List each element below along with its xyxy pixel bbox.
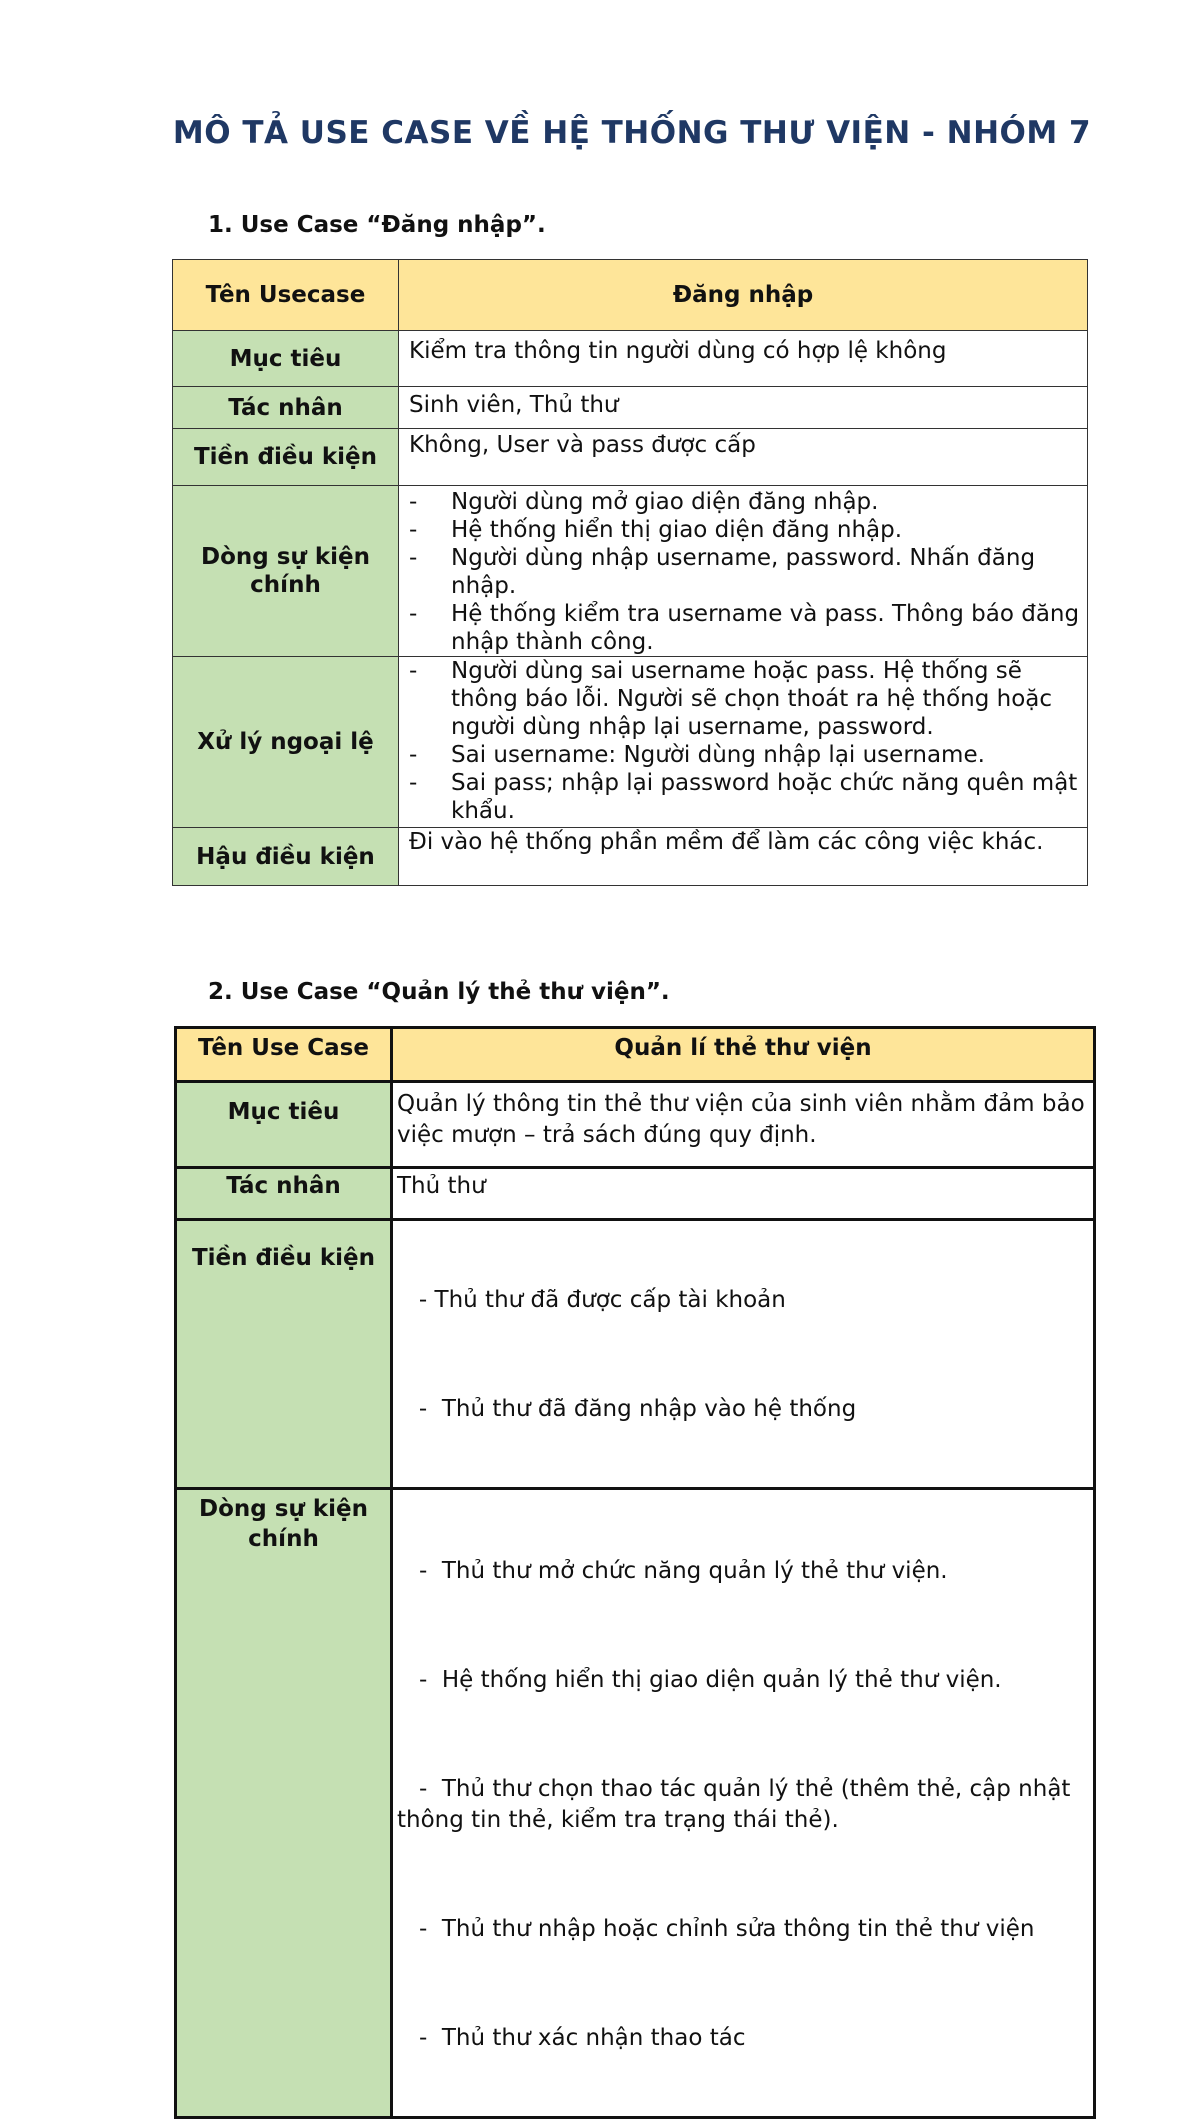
header-value-cell: Đăng nhập: [399, 260, 1088, 331]
login-usecase-table: [172, 259, 1088, 886]
row-label: Tác nhân: [173, 387, 399, 429]
table-row: [173, 387, 1088, 429]
list-item: - Thủ thư nhập hoặc chỉnh sửa thông tin thẻ thư viện: [397, 1916, 1035, 1942]
table-row: [173, 331, 1088, 387]
table-row: [176, 1489, 1095, 2118]
table-header-row: [173, 260, 1088, 331]
list-item: - Thủ thư đã đăng nhập vào hệ thống: [397, 1396, 857, 1422]
table-row: [176, 1082, 1095, 1168]
list-item: - Sai pass; nhập lại password hoặc chức năng quên mật khẩu.: [409, 769, 1081, 825]
library-card-usecase-table: [174, 1026, 1096, 2119]
main-flow-list: [409, 488, 1081, 656]
header-label-cell: Tên Use Case: [176, 1028, 392, 1082]
row-label: Tác nhân: [176, 1168, 392, 1220]
row-label: Mục tiêu: [176, 1082, 392, 1168]
list-item: - Người dùng sai username hoặc pass. Hệ thống sẽ thông báo lỗi. Người sẽ chọn thoát ra hệ thống hoặc người dùng nhập lại username, password.: [409, 657, 1081, 741]
row-label: Dòng sự kiện chính: [176, 1489, 392, 2118]
list-item: - Người dùng nhập username, password. Nhấn đăng nhập.: [409, 544, 1081, 600]
row-label: Mục tiêu: [173, 331, 399, 387]
table-row: [173, 657, 1088, 828]
table-header-row: [176, 1028, 1095, 1082]
page-title: MÔ TẢ USE CASE VỀ HỆ THỐNG THƯ VIỆN - NHÓM 7: [172, 115, 1092, 151]
list-item: - Hệ thống hiển thị giao diện quản lý thẻ thư viện.: [397, 1667, 1002, 1693]
header-value-cell: Quản lí thẻ thư viện: [392, 1028, 1095, 1082]
list-item: - Người dùng mở giao diện đăng nhập.: [409, 488, 1081, 516]
list-item: - Hệ thống hiển thị giao diện đăng nhập.: [409, 516, 1081, 544]
exception-list: [409, 657, 1081, 825]
row-label: Tiền điều kiện: [173, 429, 399, 486]
row-value: Không, User và pass được cấp: [399, 429, 1088, 486]
row-label: Hậu điều kiện: [173, 828, 399, 886]
list-item: - Hệ thống kiểm tra username và pass. Thông báo đăng nhập thành công.: [409, 600, 1081, 656]
table-row: [173, 429, 1088, 486]
table-row: [173, 828, 1088, 886]
table-row: [176, 1168, 1095, 1220]
list-item: - Thủ thư đã được cấp tài khoản: [397, 1287, 786, 1313]
header-label-cell: Tên Usecase: [173, 260, 399, 331]
row-label: Xử lý ngoại lệ: [173, 657, 399, 828]
table-row: [173, 486, 1088, 657]
row-value: Quản lý thông tin thẻ thư viện của sinh viên nhằm đảm bảo việc mượn – trả sách đúng quy định.: [392, 1082, 1095, 1168]
row-value: Kiểm tra thông tin người dùng có hợp lệ không: [399, 331, 1088, 387]
list-item: - Sai username: Người dùng nhập lại username.: [409, 741, 1081, 769]
row-value: Sinh viên, Thủ thư: [399, 387, 1088, 429]
list-item: - Thủ thư mở chức năng quản lý thẻ thư viện.: [397, 1558, 948, 1584]
row-value: Đi vào hệ thống phần mềm để làm các công việc khác.: [399, 828, 1088, 886]
table-row: [176, 1220, 1095, 1489]
list-item: - Thủ thư xác nhận thao tác: [397, 2025, 746, 2051]
row-value: Thủ thư: [392, 1168, 1095, 1220]
row-label: Tiền điều kiện: [176, 1220, 392, 1489]
list-item: - Thủ thư chọn thao tác quản lý thẻ (thêm thẻ, cập nhật thông tin thẻ, kiểm tra trạng thái thẻ).: [397, 1776, 1078, 1833]
section-1-heading: 1. Use Case “Đăng nhập”.: [208, 212, 546, 238]
row-label: Dòng sự kiện chính: [173, 486, 399, 657]
section-2-heading: 2. Use Case “Quản lý thẻ thư viện”.: [208, 979, 670, 1005]
